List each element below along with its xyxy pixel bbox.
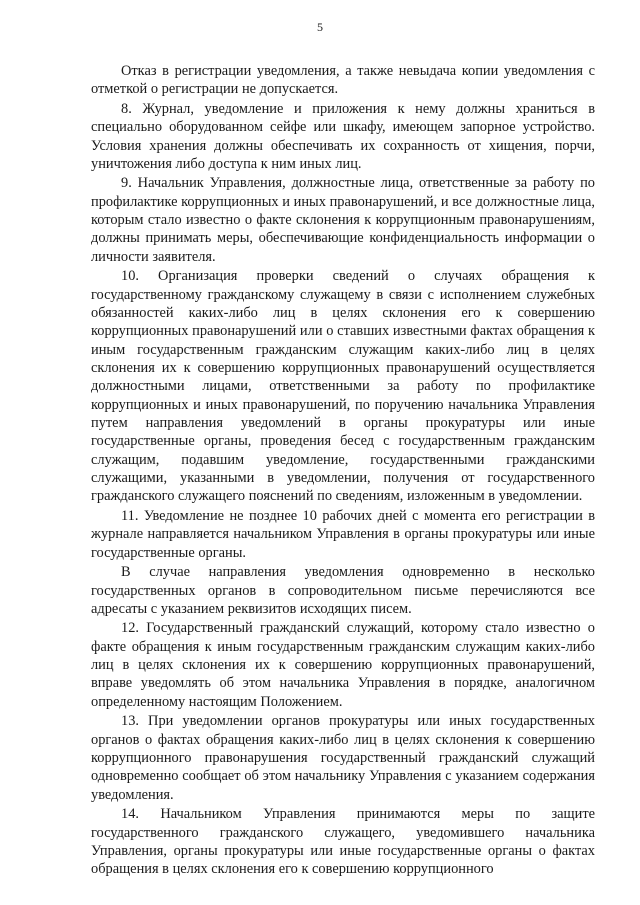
paragraph-11-continuation: В случае направления уведомления одновременно в несколько государственных органов в сопроводительном письме перечисляются все адресаты с указанием реквизитов исходящих писем. [91, 564, 595, 617]
page-number: 5 [317, 20, 323, 34]
paragraph-10: 10. Организация проверки сведений о случаях обращения к государственному гражданскому служащему в связи с исполнением служебных обязанностей каких-либо лиц в целях склонения его к совершению коррупционных правонарушений или о ставших известными фактах обращения к иным государственным гражданским служащим каких-либо лиц в целях склонения их к совершению коррупционных правонарушений осуществляется должностными лицами, ответственными за работу по профилактике коррупционных и иных правонарушений, по поручению начальника Управления путем направления уведомлений в органы прокуратуры или иные государственные органы, проведения бесед с государственным гражданским служащим, подавшим уведомление, государственными гражданскими служащими, указанными в уведомлении, получения от государственного гражданского служащего пояснений по сведениям, изложенным в уведомлении. [91, 268, 595, 505]
paragraph-registration-refusal: Отказ в регистрации уведомления, а также невыдача копии уведомления с отметкой о регистрации не допускается. [91, 63, 595, 98]
paragraph-8: 8. Журнал, уведомление и приложения к нему должны храниться в специально оборудованном сейфе или шкафу, имеющем запорное устройство. Условия хранения должны обеспечивать их сохранность от хищения, порчи, уничтожения либо доступа к ним иных лиц. [91, 100, 595, 172]
paragraph-9: 9. Начальник Управления, должностные лица, ответственные за работу по профилактике коррупционных и иных правонарушений, и все должностные лица, которым стало известно о факте склонения к коррупционным правонарушениям, должны принимать меры, обеспечивающие конфиденциальность информации о личности заявителя. [91, 175, 595, 265]
paragraph-11: 11. Уведомление не позднее 10 рабочих дней с момента его регистрации в журнале направляется начальником Управления в органы прокуратуры или иные государственные органы. [91, 508, 595, 561]
paragraph-14: 14. Начальником Управления принимаются меры по защите государственного гражданского служащего, уведомившего начальника Управления, органы прокуратуры или иные государственные органы о фактах обращения в целях склонения его к совершению коррупционного [91, 806, 595, 878]
document-body [91, 62, 595, 879]
paragraph-13: 13. При уведомлении органов прокуратуры или иных государственных органов о фактах обращения каких-либо лиц в целях склонения к совершению коррупционного правонарушения государственный гражданский служащий одновременно сообщает об этом начальнику Управления с указанием содержания уведомления. [91, 713, 595, 803]
paragraph-12: 12. Государственный гражданский служащий, которому стало известно о факте обращения к иным государственным гражданским служащим каких-либо лиц в целях склонения их к совершению коррупционных правонарушений, вправе уведомлять об этом начальника Управления в порядке, аналогичном определенному настоящим Положением. [91, 620, 595, 710]
